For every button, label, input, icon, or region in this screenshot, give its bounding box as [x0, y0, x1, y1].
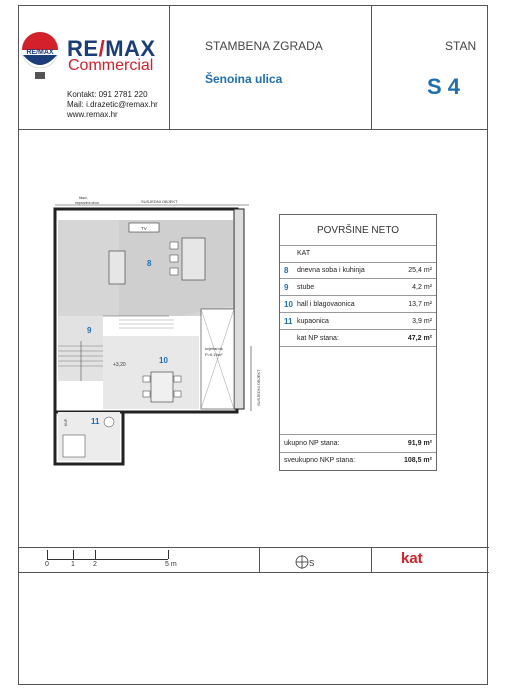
fixed-window-label2: neprozirni otvor [75, 201, 100, 205]
footer-bottom-line [19, 572, 489, 573]
lightwell-area-label: P=6,16m² [205, 352, 223, 357]
street-name: Šenoina ulica [205, 72, 283, 86]
document-frame [18, 5, 488, 685]
table-row [280, 316, 436, 329]
unit-label: S 4 [427, 74, 461, 99]
scale-tick [95, 550, 96, 559]
chair [174, 376, 181, 382]
divider [280, 434, 436, 435]
neighbor-right-label: SUSJEDNI OBJEKT [256, 369, 261, 406]
shower [63, 435, 85, 457]
table-row [280, 299, 436, 312]
logo-max: MAX [105, 36, 156, 61]
contact-phone: Kontakt: 091 2781 220 [67, 90, 148, 99]
scale-label: 2 [93, 561, 97, 568]
logo-slash: / [98, 36, 106, 61]
total-np-value: 91,9 m² [407, 440, 432, 447]
scale-tick [47, 550, 48, 559]
room-9-number: 9 [87, 326, 92, 335]
total-nkp-row [280, 455, 436, 468]
hall-table [151, 372, 173, 402]
room-name: stube [297, 284, 315, 291]
area-table [279, 214, 437, 471]
contact-web: www.remax.hr [67, 110, 118, 119]
floor-label: kat [401, 550, 423, 567]
logo-re: RE [67, 36, 99, 61]
divider [280, 452, 436, 453]
chair [143, 391, 150, 397]
room-11-number: 11 [91, 417, 100, 426]
floor-total-label: kat NP stana: [297, 335, 339, 342]
room-number: 10 [284, 300, 293, 309]
chair [170, 255, 178, 262]
divider [280, 329, 436, 330]
contact-mail: Mail: i.drazetic@remax.hr [67, 100, 158, 109]
category-label: STAN [445, 39, 477, 53]
floor-total-row [280, 333, 436, 346]
room-area: 4,2 m² [412, 284, 432, 291]
divider [259, 547, 260, 572]
room-name: hall i blagovaonica [297, 301, 355, 308]
right-wall [234, 209, 244, 409]
table-row [280, 282, 436, 295]
chair [143, 376, 150, 382]
divider [280, 262, 436, 263]
scale-label: 1 [71, 561, 75, 568]
divider [280, 312, 436, 313]
building-type: STAMBENA ZGRADA [205, 39, 323, 53]
floor-row [280, 248, 436, 261]
neighbor-top-label: SUSJEDNI OBJEKT [141, 199, 178, 204]
bath-label: KUP. [64, 418, 68, 426]
divider [280, 295, 436, 296]
logo-mark-text: RE/MAX [26, 49, 54, 56]
total-np-row [280, 438, 436, 451]
divider [280, 346, 436, 347]
room-name: dnevna soba i kuhinja [297, 267, 365, 274]
room-area: 3,9 m² [412, 318, 432, 325]
footer-top-line [19, 547, 489, 548]
room-8-number: 8 [147, 259, 152, 268]
tv-label: TV [141, 226, 147, 231]
room-10-number: 10 [159, 356, 168, 365]
room-number: 11 [284, 317, 293, 326]
room-area: 13,7 m² [408, 301, 432, 308]
lightwell-label: svjetlarnik [205, 346, 223, 351]
chair [170, 268, 178, 275]
divider [280, 245, 436, 246]
dining-table [182, 238, 205, 280]
scale-label: 5 m [165, 561, 177, 568]
table-row [280, 265, 436, 278]
floor-label: KAT [297, 250, 311, 257]
floor-total-value: 47,2 m² [407, 335, 432, 342]
divider [280, 278, 436, 279]
area-table-title: POVRŠINE NETO [316, 225, 400, 236]
fixed-window-label: fiksni, [79, 196, 88, 200]
chair [170, 242, 178, 249]
total-np-label: ukupno NP stana: [284, 440, 340, 447]
scale-tick [168, 550, 169, 559]
scale-tick [73, 550, 74, 559]
sofa [109, 251, 125, 284]
total-nkp-value: 108,5 m² [403, 457, 432, 464]
logo-subtitle: Commercial [68, 57, 154, 74]
room-name: kupaonica [297, 318, 329, 325]
compass-label: S [309, 559, 315, 568]
scale-bar [47, 559, 168, 560]
compass-icon [295, 555, 309, 569]
toilet [104, 417, 114, 427]
chair [174, 391, 181, 397]
level-mark: +3,20 [113, 362, 126, 368]
room-9-area [58, 316, 103, 381]
total-nkp-label: sveukupno NKP stana: [284, 457, 356, 464]
room-area: 25,4 m² [408, 267, 432, 274]
room-number: 8 [284, 266, 289, 275]
room-number: 9 [284, 283, 289, 292]
scale-label: 0 [45, 561, 49, 568]
divider [371, 547, 372, 572]
